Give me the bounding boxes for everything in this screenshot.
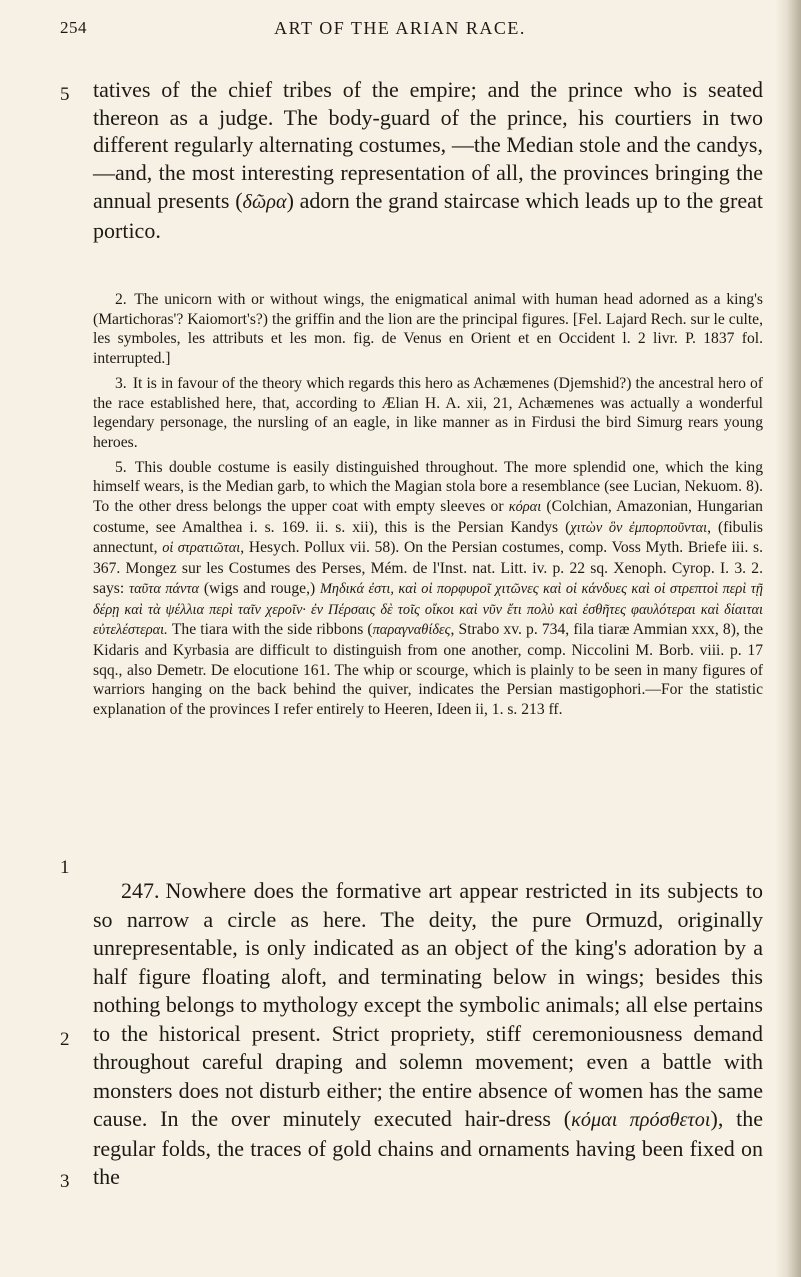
footnote-2: 2. The unicorn with or without wings, the enigmatical animal with human head adorned as a king's (Martichoras'? Kaiomort's?) the griffin and the lion are the principal figures. [Fel. Lajard Rech. sur le culte, les symboles, les attributs et les mon. fig. de Venus en Orient et en Occident l. 2 livr. P. 1837 fol. interrupted.] bbox=[93, 291, 763, 368]
page-number: 254 bbox=[60, 18, 87, 37]
margin-line-number-1: 1 bbox=[60, 857, 70, 878]
page-header bbox=[60, 10, 740, 46]
margin-line-number-2: 2 bbox=[60, 1029, 70, 1050]
running-head: ART OF THE ARIAN RACE. bbox=[274, 18, 526, 38]
margin-line-number-3: 3 bbox=[60, 1171, 70, 1192]
footnotes bbox=[93, 290, 763, 725]
page-spine-shadow bbox=[775, 0, 801, 1277]
footnote-3: 3. It is in favour of the theory which regards this hero as Achæmenes (Djemshid?) the ancestral hero of the race established here, that, according to Ælian H. A. xii, 21, Achæmenes was actually a wonderful legendary personage, the nursling of an eagle, in like manner as in Firdusi the bird Simurg rears young heroes. bbox=[93, 374, 763, 451]
greek-term: δῶρα bbox=[242, 190, 287, 213]
margin-line-number-5: 5 bbox=[60, 84, 70, 105]
top-paragraph: tatives of the chief tribes of the empire; and the prince who is seated thereon as a judge. The body-guard of the prince, his courtiers in two different regularly alternating costumes, —the Median stole and the candys,—and, the most interesting representation of all, the provinces bringing the annual presents (δῶρα) adorn the grand staircase which leads up to the great portico. bbox=[93, 77, 764, 243]
section-number: 247. bbox=[121, 878, 160, 903]
section-247: 247. Nowhere does the formative art appear restricted in its subjects to so narrow a circle as here. The deity, the pure Ormuzd, originally unrepresentable, is only indicated as an object of the king's adoration by a half figure floating aloft, and terminating below in wings; besides this nothing belongs to mythology except the symbolic animals; all else pertains to the historical present. Strict propriety, stiff ceremoniousness demand throughout careful draping and solemn movement; even a battle with monsters does not disturb either; the entire absence of women has the same cause. In the over minutely executed hair-dress (κόμαι πρόσθετοι), the regular folds, the traces of gold chains and ornaments having been fixed on the bbox=[93, 878, 763, 1189]
footnote-5: 5. This double costume is easily distinguished throughout. The more splendid one, which the king himself wears, is the Median garb, to which the Magian stola bore a resemblance (see Lucian, Nekuom. 8). To the other dress belongs the upper coat with empty sleeves or κόραι (Colchian, Amazonian, Hungarian costume, see Amalthea i. s. 169. ii. s. xii), this is the Persian Kandys (χιτὼν ὃν ἐμπορποῦνται, (fibulis annectunt, οἱ στρατιῶται, Hesych. Pollux vii. 58). On the Persian costumes, comp. Voss Myth. Briefe iii. s. 367. Mongez sur les Costumes des Perses, Mém. de l'Inst. nat. Litt. iv. p. 22 sq. Xenoph. Cyrop. I. 3. 2. says: ταῦτα πάντα (wigs and rouge,) Μηδικά ἐστι, καὶ οἱ πορφυροῖ χιτῶνες καὶ οἱ κάνδυες καὶ οἱ στρεπτοὶ περὶ τῇ δέρῃ καὶ τὰ ψέλλια περὶ ταῖν χεροῖν· ἐν Πέρσαις δὲ τοῖς οἴκοι καὶ νῦν ἔτι πολὺ καὶ ἐσθῆτες φαυλότεραι καὶ δίαιται εὐτελέστεραι. The tiara with the side ribbons (παραγναθίδες, Strabo xv. p. 734, fila tiaræ Ammian xxx, 8), the Kidaris and Kyrbasia are difficult to distinguish from one another, comp. Niccolini M. Borb. viii. p. 17 sqq., also Demetr. De elocutione 161. The whip or scourge, which is plainly to be seen in many figures of warriors hanging on the back behind the quiver, indicates the Persian mastigophori.—For the statistic explanation of the provinces I refer entirely to Heeren, Ideen ii, 1. s. 213 ff. bbox=[93, 458, 763, 719]
